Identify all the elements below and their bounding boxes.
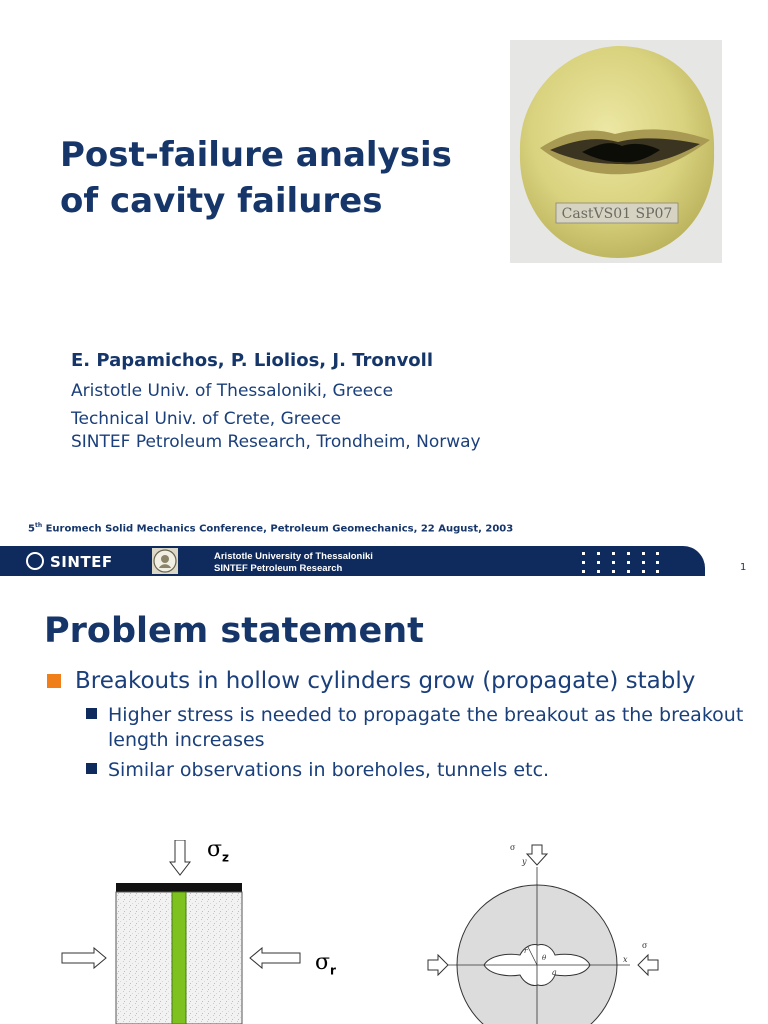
sigma-top-label: σ (510, 843, 516, 852)
square-bullet-icon (86, 708, 97, 719)
footer-institutions (214, 551, 373, 575)
specimen-image (510, 40, 722, 263)
horizontal-load-arrow-left-icon (428, 955, 448, 975)
affiliation-1: Aristotle Univ. of Thessaloniki, Greece (71, 381, 394, 401)
university-seal-icon (152, 548, 178, 574)
sigma-right-label: σ (642, 941, 648, 950)
half-length-label: a (552, 968, 557, 977)
sintef-logo (26, 552, 113, 571)
square-bullet-icon (86, 763, 97, 774)
sintef-ring-icon (26, 552, 44, 570)
horizontal-load-arrow-right-icon (638, 955, 658, 975)
orange-bullet-icon (47, 674, 61, 688)
affiliation-3: SINTEF Petroleum Research, Trondheim, Norway (71, 432, 481, 452)
central-hole (172, 892, 186, 1024)
sigma-r-label (315, 950, 336, 977)
bullet-main-text: Breakouts in hollow cylinders grow (propagate) stably (75, 668, 696, 694)
radial-load-arrow-right-icon (250, 948, 300, 968)
sigma-z-label (207, 837, 229, 864)
angle-label: θ (542, 954, 547, 962)
problem-statement-slide (0, 585, 768, 1024)
sub-bullet-1-text: Higher stress is needed to propagate the breakout as the breakout length increases (108, 704, 744, 751)
footer-line-2: SINTEF Petroleum Research (214, 563, 343, 574)
presentation-title (60, 132, 480, 224)
footer-line-1: Aristotle University of Thessaloniki (214, 551, 373, 562)
sintef-logo-text: SINTEF (50, 553, 113, 571)
slide-title: Problem statement (44, 611, 424, 651)
title-line-2: of cavity failures (60, 181, 383, 221)
axial-load-arrow-icon (170, 840, 190, 875)
page-number: 1 (740, 562, 747, 573)
conference-text: Euromech Solid Mechanics Conference, Petroleum Geomechanics, 22 August, 2003 (42, 523, 514, 535)
y-axis-label: y (522, 857, 527, 866)
hollow-cylinder-diagram (56, 840, 306, 1024)
top-platen (116, 883, 242, 892)
authors: E. Papamichos, P. Liolios, J. Tronvoll (71, 350, 434, 371)
sigma-z-subscript: z (222, 850, 230, 865)
conference-ordinal: th (34, 522, 43, 529)
radius-label: r (524, 947, 528, 955)
radial-load-arrow-left-icon (62, 948, 106, 968)
failed-specimen-photo (510, 40, 722, 263)
sigma-z-symbol: σ (207, 837, 223, 862)
sub-bullet-2-text: Similar observations in boreholes, tunnels etc. (108, 759, 550, 781)
affiliation-2: Technical Univ. of Crete, Greece (71, 409, 342, 429)
vertical-load-arrow-icon (527, 845, 547, 865)
conference-line (28, 522, 513, 534)
conference-number: 5 (28, 523, 35, 535)
x-axis-label: x (623, 955, 628, 964)
title-line-1: Post-failure analysis (60, 135, 452, 175)
sigma-r-symbol: σ (315, 950, 331, 975)
breakout-geometry-diagram (420, 837, 670, 1024)
footer-bar (0, 546, 705, 576)
footer-dot-pattern (582, 550, 662, 572)
specimen-label: CastVS01 SP07 (561, 206, 673, 222)
sigma-r-subscript: r (330, 963, 336, 978)
